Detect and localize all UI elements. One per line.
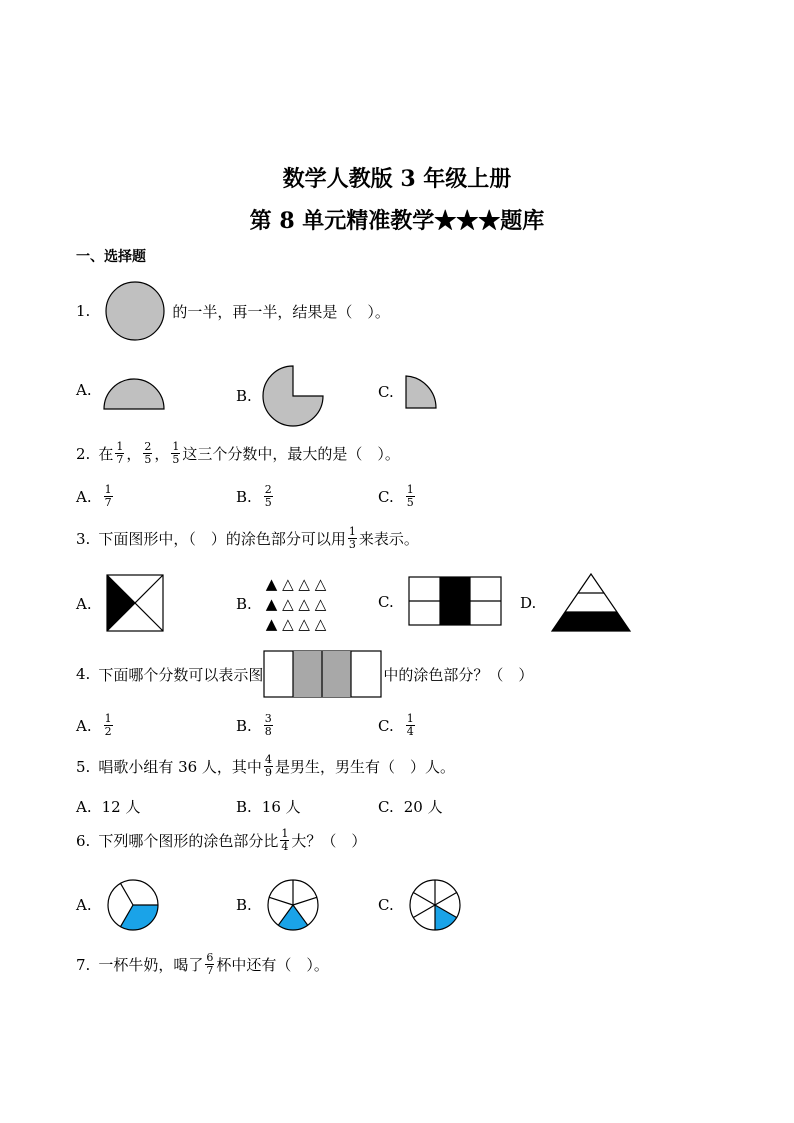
fraction: $\frac{2}{5}$: [144, 440, 152, 466]
question-text-post: 是男生，男生有（ ）人。: [274, 758, 455, 776]
question-5: [76, 754, 455, 779]
option-4c[interactable]: [378, 713, 417, 738]
option-value: 16 人: [261, 798, 301, 816]
question-number: 3.: [76, 529, 91, 548]
option-label: C.: [378, 896, 394, 914]
question-text-pre: 唱歌小组有 36 人，其中: [98, 758, 262, 776]
option-label: C.: [378, 383, 394, 401]
pie-thirds-figure: [106, 878, 160, 932]
option-6b[interactable]: [236, 878, 320, 932]
option-1c[interactable]: [378, 374, 438, 410]
question-text-pre: 一杯牛奶，喝了: [98, 956, 204, 974]
pie-fifths-figure: [266, 878, 320, 932]
fraction: $\frac{1}{4}$: [281, 827, 289, 853]
option-6c[interactable]: [378, 878, 462, 932]
section-heading: 一、选择题: [76, 249, 146, 265]
question-number: 1.: [76, 302, 91, 320]
fraction: $\frac{3}{8}$: [264, 712, 272, 738]
option-3d[interactable]: [520, 572, 632, 634]
question-number: 6.: [76, 831, 91, 850]
option-3b[interactable]: [236, 574, 326, 634]
option-5b[interactable]: [236, 796, 301, 817]
fraction: $\frac{4}{9}$: [264, 753, 272, 779]
question-number: 5.: [76, 757, 91, 776]
option-label: D.: [520, 594, 537, 612]
question-text-pre: 下列哪个图形的涂色部分比: [98, 832, 279, 850]
question-number: 7.: [76, 955, 91, 974]
triangles-figure: [266, 574, 326, 634]
three-quarter-circle-figure: [262, 364, 326, 428]
question-text-pre: 在: [98, 445, 114, 463]
quarter-circle-figure: [404, 374, 438, 410]
fraction: $\frac{2}{5}$: [264, 483, 272, 509]
option-label: B.: [236, 896, 252, 914]
question-7: [76, 952, 329, 977]
page-title: 数学人教版 3 年级上册: [282, 166, 512, 192]
fraction: $\frac{1}{2}$: [104, 712, 112, 738]
option-4a[interactable]: [76, 713, 115, 738]
question-2: [76, 441, 400, 466]
separator: ，: [126, 445, 142, 463]
fraction: $\frac{1}{7}$: [104, 483, 112, 509]
question-4: [76, 650, 533, 698]
option-label: A.: [76, 595, 92, 613]
circle-figure: [104, 280, 168, 342]
option-2b[interactable]: [236, 484, 275, 509]
question-text-post: 大？（ ）: [291, 832, 367, 850]
option-3c[interactable]: [378, 576, 504, 628]
option-value: 12 人: [101, 798, 141, 816]
question-text: 这三个分数中，最大的是（ ）。: [182, 445, 400, 463]
option-label: A.: [76, 487, 92, 506]
option-value: 20 人: [403, 798, 443, 816]
square-figure: [106, 574, 166, 634]
question-text-post: 杯中还有（ ）。: [216, 956, 329, 974]
fraction: $\frac{1}{5}$: [406, 483, 414, 509]
question-text-post: 来表示。: [358, 530, 419, 548]
option-label: A.: [76, 896, 92, 914]
option-2a[interactable]: [76, 484, 115, 509]
question-number: 2.: [76, 444, 91, 463]
question-text: 的一半，再一半，结果是（ ）。: [172, 302, 390, 321]
option-label: B.: [236, 487, 252, 506]
shaded-strip-figure: [263, 650, 383, 698]
triangle-row: ▲ △ △ △: [265, 595, 327, 613]
rectangle-grid-figure: [408, 576, 504, 628]
fraction: $\frac{6}{7}$: [206, 951, 214, 977]
option-4b[interactable]: [236, 713, 275, 738]
option-5a[interactable]: [76, 796, 140, 817]
option-label: C.: [378, 797, 394, 816]
separator: ，: [154, 445, 170, 463]
option-label: A.: [76, 797, 92, 816]
question-3: [76, 526, 419, 551]
option-label: C.: [378, 716, 394, 735]
triangle-row: ▲ △ △ △: [265, 575, 327, 593]
question-text-pre: 下面哪个分数可以表示图: [98, 665, 264, 684]
option-2c[interactable]: [378, 484, 417, 509]
option-label: A.: [76, 381, 92, 399]
question-6: [76, 828, 366, 853]
question-text-post: 中的涂色部分？（ ）: [383, 665, 534, 684]
option-label: B.: [236, 716, 252, 735]
option-1a[interactable]: [76, 368, 166, 412]
fraction: $\frac{1}{7}$: [116, 440, 124, 466]
pyramid-figure: [550, 572, 632, 634]
fraction: $\frac{1}{3}$: [348, 525, 356, 551]
option-5c[interactable]: [378, 796, 443, 817]
option-label: C.: [378, 487, 394, 506]
option-1b[interactable]: [236, 364, 326, 428]
pie-sixths-figure: [408, 878, 462, 932]
option-6a[interactable]: [76, 878, 160, 932]
option-label: C.: [378, 593, 394, 611]
question-text-pre: 下面图形中，（ ）的涂色部分可以用: [98, 530, 346, 548]
option-label: B.: [236, 387, 252, 405]
question-number: 4.: [76, 665, 91, 683]
option-label: B.: [236, 595, 252, 613]
half-circle-figure: [102, 368, 166, 412]
fraction: $\frac{1}{4}$: [406, 712, 414, 738]
option-label: B.: [236, 797, 252, 816]
triangle-row: ▲ △ △ △: [265, 615, 327, 633]
option-label: A.: [76, 716, 92, 735]
question-1: [76, 280, 390, 342]
option-3a[interactable]: [76, 574, 166, 634]
fraction: $\frac{1}{5}$: [172, 440, 180, 466]
page-subtitle: 第 8 单元精准教学★★★题库: [249, 208, 545, 234]
